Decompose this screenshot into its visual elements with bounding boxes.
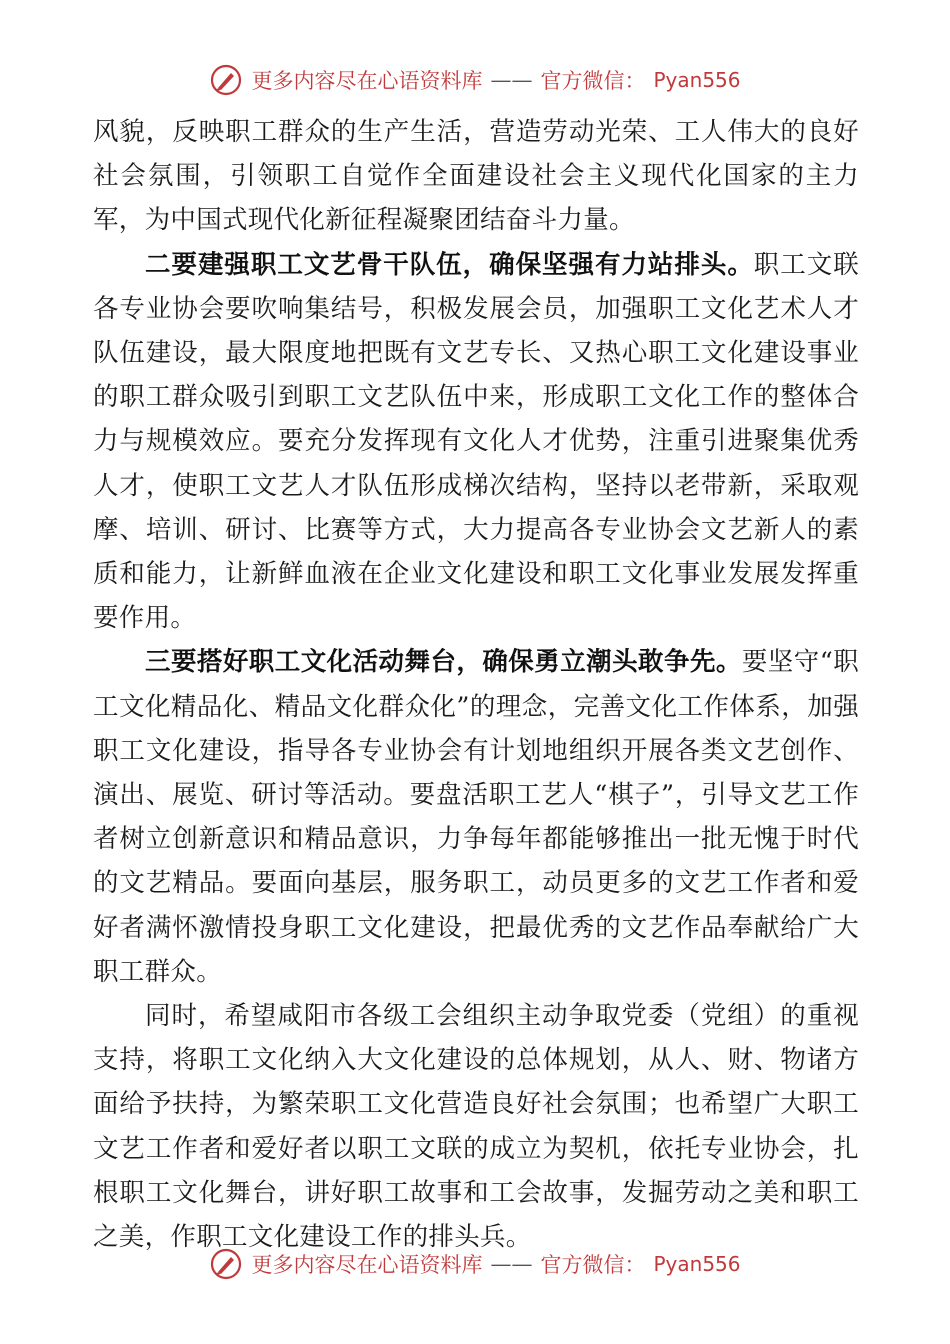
banner-wechat-id: Pyan556 <box>653 68 741 92</box>
banner-separator: —— <box>490 68 533 92</box>
footer-wechat-label: 官方微信： <box>540 1253 646 1277</box>
footer-separator: —— <box>490 1252 533 1276</box>
paragraph-1: 风貌，反映职工群众的生产生活，营造劳动光荣、工人伟大的良好社会氛围，引领职工自觉作全面建设社会主义现代化国家的主力军，为中国式现代化新征程凝聚团结奋斗力量。 <box>93 117 859 236</box>
paragraph-3-text: 要坚守“职工文化精品化、精品文化群众化”的理念，完善文化工作体系，加强职工文化建设，指导各专业协会有计划地组织开展各类文艺创作、演出、展览、研讨等活动。要盘活职工艺人“棋子”，引导文艺工作者树立创新意识和精品意识，力争每年都能够推出一批无愧于时代的文艺精品。要面向基层，服务职工，动员更多的文艺工作者和爱好者满怀激情投身职工文化建设，把最优秀的文艺作品奉献给广大职工群众。 <box>93 647 859 987</box>
pen-circle-logo-icon <box>209 1247 243 1281</box>
footer-banner <box>0 1242 950 1286</box>
footer-wechat-id: Pyan556 <box>653 1252 741 1276</box>
paragraph-3 <box>93 640 859 994</box>
paragraph-2-text: 职工文联各专业协会要吹响集结号，积极发展会员，加强职工文化艺术人才队伍建设，最大限度地把既有文艺专长、又热心职工文化建设事业的职工群众吸引到职工文艺队伍中来，形成职工文化工作的整体合力与规模效应。要充分发挥现有文化人才优势，注重引进聚集优秀人才，使职工文艺人才队伍形成梯次结构，坚持以老带新，采取观摩、培训、研讨、比赛等方式，大力提高各专业协会文艺新人的素质和能力，让新鲜血液在企业文化建设和职工文化事业发展发挥重要作用。 <box>93 249 860 634</box>
paragraph-2 <box>93 243 859 641</box>
banner-main-text: 更多内容尽在心语资料库 <box>251 69 483 93</box>
paragraph-2-heading: 二要建强职工文艺骨干队伍，确保坚强有力站排头。 <box>145 249 754 280</box>
pen-circle-logo-icon <box>209 63 243 97</box>
banner-wechat-label: 官方微信： <box>540 69 646 93</box>
paragraph-3-heading: 三要搭好职工文化活动舞台，确保勇立潮头敢争先。 <box>145 647 742 678</box>
footer-main-text: 更多内容尽在心语资料库 <box>251 1253 483 1277</box>
header-banner <box>0 58 950 102</box>
document-body <box>93 110 859 1259</box>
paragraph-4: 同时，希望咸阳市各级工会组织主动争取党委（党组）的重视支持，将职工文化纳入大文化建设的总体规划，从人、财、物诸方面给予扶持，为繁荣职工文化营造良好社会氛围；也希望广大职工文艺工作者和爱好者以职工文联的成立为契机，依托专业协会，扎根职工文化舞台，讲好职工故事和工会故事，发掘劳动之美和职工之美，作职工文化建设工作的排头兵。 <box>93 1001 859 1253</box>
